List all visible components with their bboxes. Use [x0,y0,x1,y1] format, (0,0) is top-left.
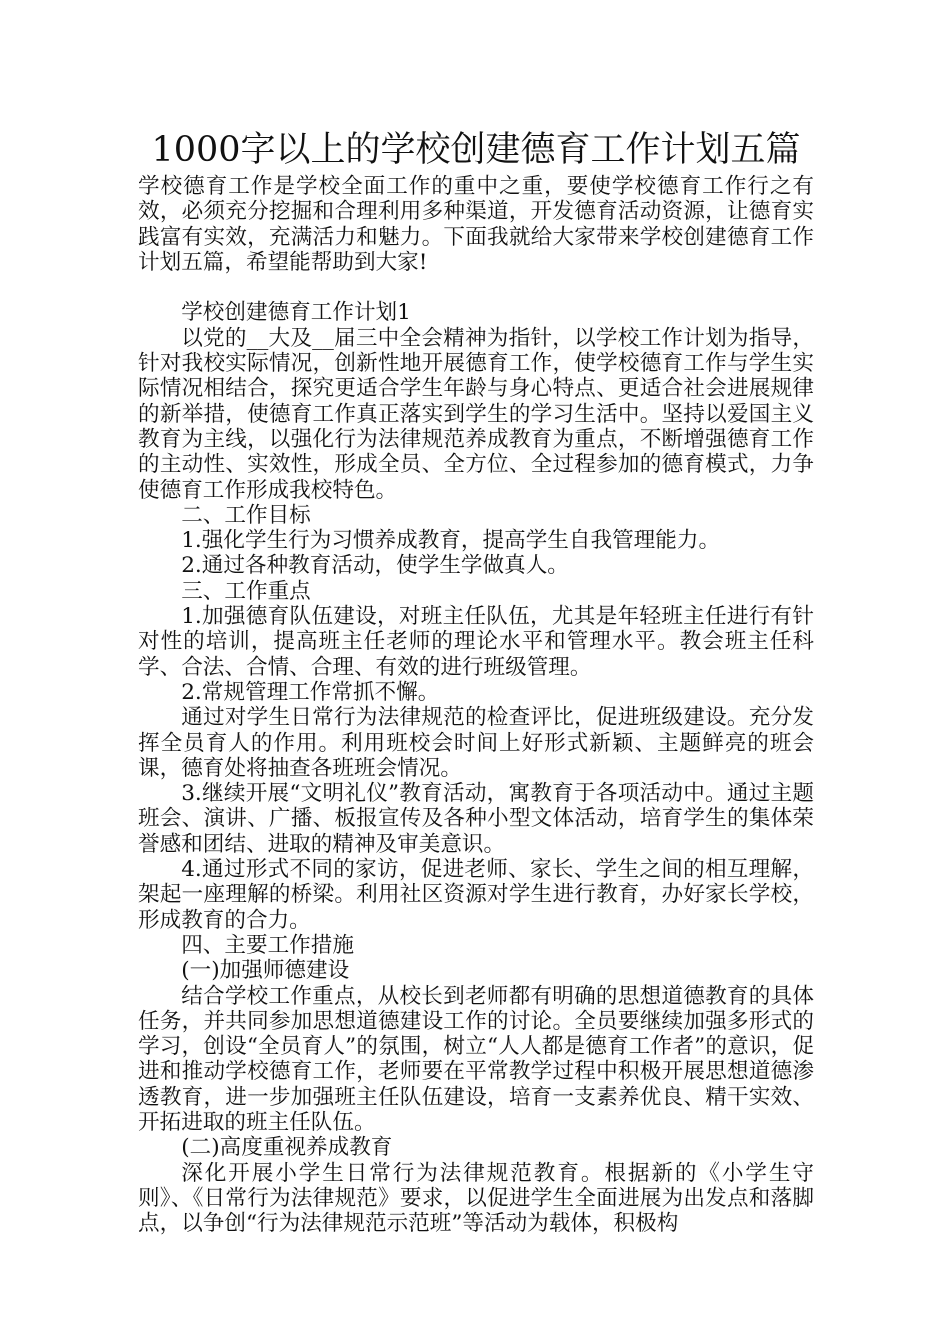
subsection-heading: (二)高度重视养成教育 [181,1135,393,1161]
intro-paragraph: 学校德育工作是学校全面工作的重中之重，要使学校德育工作行之有效，必须充分挖掘和合理利用多种渠道，开发德育活动资源，让德育实践富有实效，充满活力和魅力。下面我就给大家带来学校创建德育工作计划五篇，希望能帮助到大家! [138,174,814,275]
subsection-heading: (一)加强师德建设 [181,958,350,984]
section-heading-goals: 二、工作目标 [181,502,311,528]
goal-item: 1.强化学生行为习惯养成教育，提高学生自我管理能力。 [181,528,721,554]
document-title: 1000字以上的学校创建德育工作计划五篇 [151,130,801,170]
goal-item: 2.通过各种教育活动，使学生学做真人。 [181,553,569,579]
body-paragraph: 结合学校工作重点，从校长到老师都有明确的思想道德教育的具体任务，并共同参加思想道德建设工作的讨论。全员要继续加强多形式的学习，创设“全员育人”的氛围，树立“人人都是德育工作者”的意识，促进和推动学校德育工作，老师要在平常教学过程中积极开展思想道德渗透教育，进一步加强班主任队伍建设，培育一支素养优良、精干实效、开拓进取的班主任队伍。 [138,983,814,1135]
focus-item: 2.常规管理工作常抓不懈。 [181,679,440,705]
section-heading-measures: 四、主要工作措施 [181,932,354,958]
document-page [138,126,814,1236]
focus-item: 1.加强德育队伍建设，对班主任队伍，尤其是年轻班主任进行有针对性的培训，提高班主任老师的理论水平和管理水平。教会班主任科学、合法、合情、合理、有效的进行班级管理。 [138,604,814,680]
blank-line [138,275,814,300]
section-heading-plan-1: 学校创建德育工作计划1 [181,300,411,326]
body-paragraph: 通过对学生日常行为法律规范的检查评比，促进班级建设。充分发挥全员育人的作用。利用班校会时间上好形式新颖、主题鲜亮的班会课，德育处将抽查各班班会情况。 [138,705,814,781]
focus-item: 4.通过形式不同的家访，促进老师、家长、学生之间的相互理解，架起一座理解的桥梁。利用社区资源对学生进行教育，办好家长学校，形成教育的合力。 [138,857,814,933]
body-paragraph: 以党的__大及__届三中全会精神为指针，以学校工作计划为指导，针对我校实际情况，创新性地开展德育工作，使学校德育工作与学生实际情况相结合，探究更适合学生年龄与身心特点、更适合社会进展规律的新举措，使德育工作真正落实到学生的学习生活中。坚持以爱国主义教育为主线，以强化行为法律规范养成教育为重点，不断增强德育工作的主动性、实效性，形成全员、全方位、全过程参加的德育模式，力争使德育工作形成我校特色。 [138,325,814,503]
body-paragraph: 深化开展小学生日常行为法律规范教育。根据新的《小学生守则》、《日常行为法律规范》要求，以促进学生全面进展为出发点和落脚点，以争创“行为法律规范示范班”等活动为载体，积极构 [138,1160,814,1237]
section-heading-focus: 三、工作重点 [181,578,311,604]
focus-item: 3.继续开展“文明礼仪”教育活动，寓教育于各项活动中。通过主题班会、演讲、广播、板报宣传及各种小型文体活动，培育学生的集体荣誉感和团结、进取的精神及审美意识。 [138,781,814,857]
